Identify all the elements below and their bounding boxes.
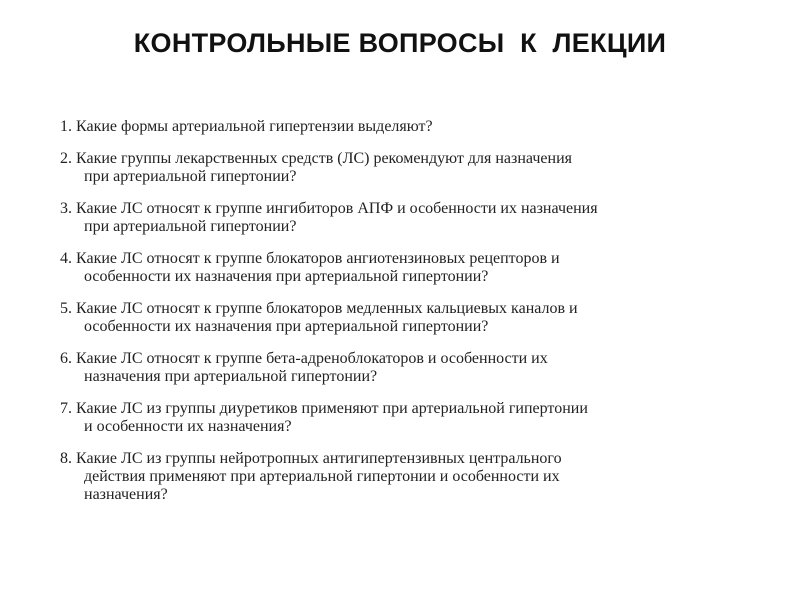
- question-item-3: 3. Какие ЛС относят к группе ингибиторов АПФ и особенности их назначения при артериальной гипертонии?: [60, 200, 598, 235]
- questions-list: [60, 118, 750, 518]
- slide-title: КОНТРОЛЬНЫЕ ВОПРОСЫ К ЛЕКЦИИ: [133, 28, 667, 58]
- question-item-1: 1. Какие формы артериальной гипертензии выделяют?: [60, 118, 433, 135]
- question-item-6: 6. Какие ЛС относят к группе бета-адреноблокаторов и особенности их назначения при артериальной гипертонии?: [60, 350, 548, 385]
- question-item-4: 4. Какие ЛС относят к группе блокаторов ангиотензиновых рецепторов и особенности их назначения при артериальной гипертонии?: [60, 250, 560, 285]
- question-item-7: 7. Какие ЛС из группы диуретиков применяют при артериальной гипертонии и особенности их назначения?: [60, 400, 588, 435]
- question-item-8: 8. Какие ЛС из группы нейротропных антигипертензивных центрального действия применяют при артериальной гипертонии и особенности их назначения?: [60, 450, 562, 503]
- question-item-5: 5. Какие ЛС относят к группе блокаторов медленных кальциевых каналов и особенности их назначения при артериальной гипертонии?: [60, 300, 578, 335]
- question-item-2: 2. Какие группы лекарственных средств (ЛС) рекомендуют для назначения при артериальной гипертонии?: [60, 150, 572, 185]
